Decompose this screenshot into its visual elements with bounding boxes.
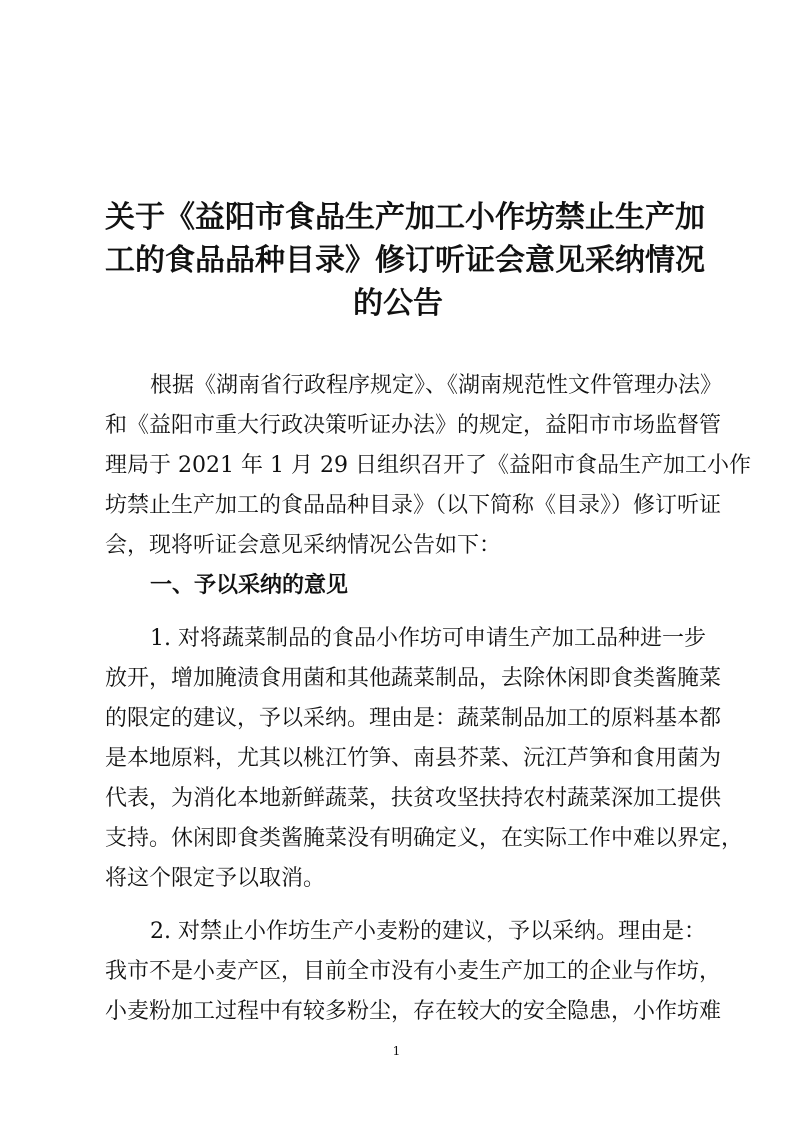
- title-line: 的公告: [353, 286, 443, 321]
- text-line: 将这个限定予以取消。: [105, 866, 326, 891]
- text-line: 会，现将听证会意见采纳情况公告如下：: [105, 533, 502, 558]
- text-line: 的限定的建议，予以采纳。理由是：蔬菜制品加工的原料基本都: [105, 706, 722, 731]
- text-line: 理局于 2021 年 1 月 29 日组织召开了《益阳市食品生产加工小作: [105, 453, 751, 478]
- text-line: 我市不是小麦产区，目前全市没有小麦生产加工的企业与作坊，: [105, 959, 722, 984]
- text-line: 放开，增加腌渍食用菌和其他蔬菜制品，去除休闲即食类酱腌菜: [105, 666, 722, 691]
- text-line: 坊禁止生产加工的食品品种目录》（以下简称《目录》）修订听证: [105, 493, 722, 518]
- text-line: 支持。休闲即食类酱腌菜没有明确定义，在实际工作中难以界定，: [105, 826, 744, 851]
- text-line: 2. 对禁止小作坊生产小麦粉的建议，予以采纳。理由是：: [150, 919, 706, 944]
- item-1-paragraph: [105, 619, 744, 899]
- title-line: 关于《益阳市食品生产加工小作坊禁止生产加: [105, 200, 705, 235]
- item-2-paragraph: [105, 912, 722, 1032]
- title-line: 工的食品品种目录》修订听证会意见采纳情况: [105, 243, 705, 278]
- page-number: 1: [392, 1044, 401, 1058]
- text-line: 小麦粉加工过程中有较多粉尘，存在较大的安全隐患，小作坊难: [105, 999, 722, 1024]
- intro-paragraph: [105, 366, 751, 566]
- text-line: 是本地原料，尤其以桃江竹笋、南县芥菜、沅江芦笋和食用菌为: [105, 746, 722, 771]
- text-line: 代表，为消化本地新鲜蔬菜，扶贫攻坚扶持农村蔬菜深加工提供: [105, 786, 722, 811]
- document-title: [105, 196, 705, 325]
- section-heading: 一、予以采纳的意见: [150, 573, 349, 598]
- text-line: 和《益阳市重大行政决策听证办法》的规定，益阳市市场监督管: [105, 413, 722, 438]
- text-line: 根据《湖南省行政程序规定》、《湖南规范性文件管理办法》: [150, 373, 723, 398]
- text-line: 1. 对将蔬菜制品的食品小作坊可申请生产加工品种进一步: [150, 626, 706, 651]
- document-body: [105, 366, 751, 1032]
